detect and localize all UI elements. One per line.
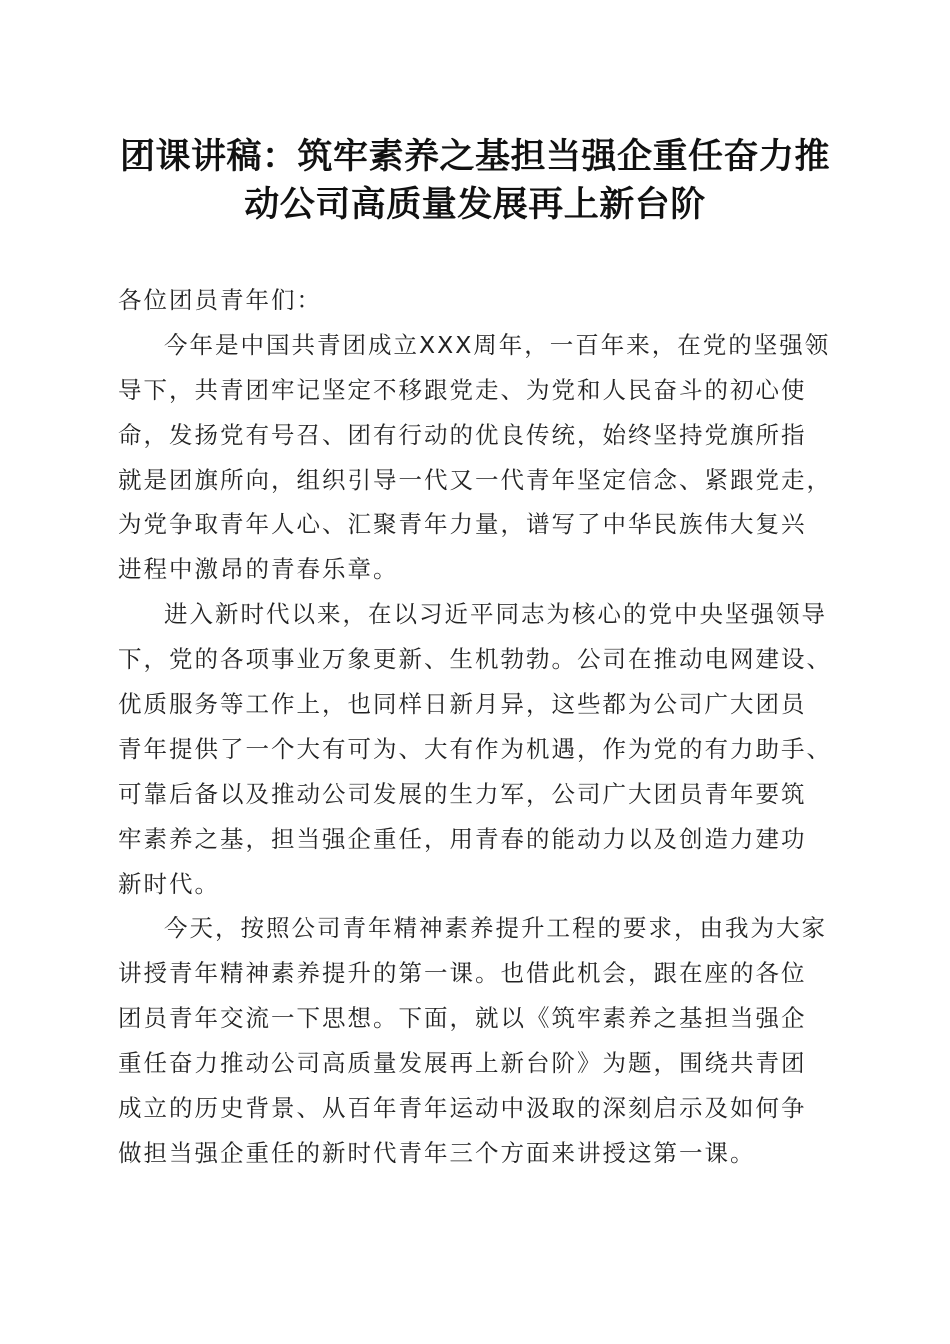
paragraph-line: 今年是中国共青团成立XXX周年，一百年来，在党的坚强领 bbox=[164, 330, 831, 359]
paragraph-line: 成立的历史背景、从百年青年运动中汲取的深刻启示及如何争 bbox=[118, 1094, 807, 1123]
paragraph-3 bbox=[118, 906, 836, 1175]
title-line: 动公司高质量发展再上新台阶 bbox=[244, 184, 706, 225]
paragraph-line: 可靠后备以及推动公司发展的生力军，公司广大团员青年要筑 bbox=[118, 779, 807, 808]
paragraph-line: 青年提供了一个大有可为、大有作为机遇，作为党的有力助手、 bbox=[118, 734, 832, 763]
paragraph-2 bbox=[118, 592, 836, 906]
paragraph-line: 团员青年交流一下思想。下面，就以《筑牢素养之基担当强企 bbox=[118, 1004, 807, 1033]
paragraph-line: 命，发扬党有号召、团有行动的优良传统，始终坚持党旗所指 bbox=[118, 420, 807, 449]
paragraph-line: 进入新时代以来，在以习近平同志为核心的党中央坚强领导 bbox=[164, 600, 827, 629]
paragraph-line: 新时代。 bbox=[118, 869, 220, 898]
paragraph-line: 做担当强企重任的新时代青年三个方面来讲授这第一课。 bbox=[118, 1138, 756, 1167]
paragraph-line: 下，党的各项事业万象更新、生机勃勃。公司在推动电网建设、 bbox=[118, 645, 832, 674]
salutation: 各位团员青年们： bbox=[118, 286, 322, 314]
paragraph-line: 优质服务等工作上，也同样日新月异，这些都为公司广大团员 bbox=[118, 690, 807, 719]
document-body bbox=[118, 278, 836, 1176]
title-line: 团课讲稿：筑牢素养之基担当强企重任奋力推 bbox=[119, 136, 830, 177]
document-title bbox=[100, 133, 850, 229]
paragraph-1 bbox=[118, 323, 836, 592]
paragraph-line: 牢素养之基，担当强企重任，用青春的能动力以及创造力建功 bbox=[118, 824, 807, 853]
paragraph-line: 导下，共青团牢记坚定不移跟党走、为党和人民奋斗的初心使 bbox=[118, 375, 807, 404]
paragraph-line: 进程中激昂的青春乐章。 bbox=[118, 555, 399, 584]
paragraph-line: 就是团旗所向，组织引导一代又一代青年坚定信念、紧跟党走， bbox=[118, 465, 832, 494]
paragraph-line: 今天，按照公司青年精神素养提升工程的要求，由我为大家 bbox=[164, 914, 827, 943]
paragraph-line: 讲授青年精神素养提升的第一课。也借此机会，跟在座的各位 bbox=[118, 959, 807, 988]
paragraph-line: 为党争取青年人心、汇聚青年力量，谱写了中华民族伟大复兴 bbox=[118, 510, 807, 539]
paragraph-line: 重任奋力推动公司高质量发展再上新台阶》为题，围绕共青团 bbox=[118, 1049, 807, 1078]
